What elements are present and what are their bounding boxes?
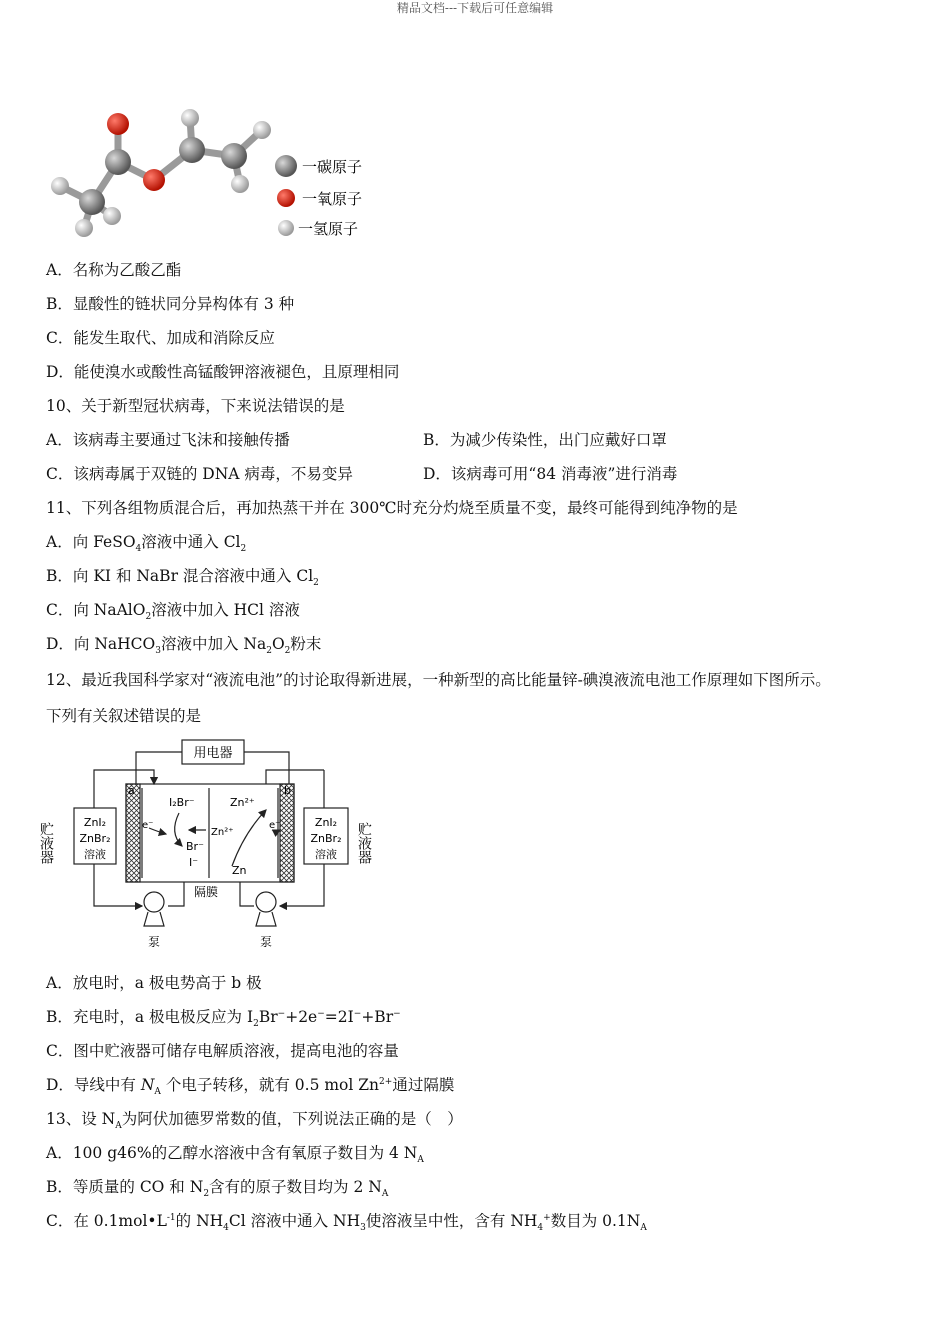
carbon-atom <box>179 137 205 163</box>
q12-option-d: D．导线中有 $N_A$ 个电子转移，就有 0.5 mol $Zn^{2+}$通过隔膜 <box>46 1076 455 1098</box>
pump-left-label: 泵 <box>147 935 161 949</box>
q9-option-c: C．能发生取代、加成和消除反应 <box>46 329 275 347</box>
electrode-b <box>280 784 294 882</box>
carbon-atom <box>105 149 131 175</box>
q11-option-a: A．向 FeSO$_4$溶液中通入 $Cl_2$ <box>46 533 247 555</box>
oxygen-atom <box>143 169 165 191</box>
hydrogen-atom <box>51 177 69 195</box>
zn2-mid-label: Zn²⁺ <box>211 827 234 838</box>
q10-option-a: A．该病毒主要通过飞沫和接触传播 <box>46 431 290 449</box>
electrode-b-label: b <box>284 784 291 797</box>
carbon-atom <box>221 143 247 169</box>
legend-oxygen-label: 一氧原子 <box>302 190 363 208</box>
oxygen-atom <box>107 113 129 135</box>
electron-left-label: e⁻ <box>142 820 154 831</box>
solution-right-2: ZnBr₂ <box>310 832 342 845</box>
solution-right-1: ZnI₂ <box>314 816 338 829</box>
pump-left <box>144 892 164 912</box>
solution-left-3: 溶液 <box>84 848 106 861</box>
q12-option-b: B．充电时，a 极电极反应为 $I_2Br^-+2e^-=2I^-+Br^-$ <box>46 1008 401 1030</box>
q11-option-c: C．向 NaAlO$_2$溶液中加入 HCl 溶液 <box>46 601 300 623</box>
hydrogen-atom <box>231 175 249 193</box>
appliance-label: 用电器 <box>193 746 233 761</box>
zn2-right-label: Zn²⁺ <box>230 796 255 809</box>
q10-option-c: C．该病毒属于双链的 DNA 病毒，不易变异 <box>46 465 353 483</box>
q9-option-a: A．名称为乙酸乙酯 <box>46 261 182 279</box>
q12-option-c: C．图中贮液器可储存电解质溶液，提高电池的容量 <box>46 1042 399 1060</box>
carbon-atom <box>79 189 105 215</box>
cell-body <box>126 784 294 882</box>
hydrogen-atom <box>181 109 199 127</box>
q9-option-d: D．能使溴水或酸性高锰酸钾溶液褪色，且原理相同 <box>46 363 400 381</box>
q10-option-b: B．为减少传染性，出门应戴好口罩 <box>423 431 667 449</box>
hydrogen-atom <box>103 207 121 225</box>
pump-right <box>256 892 276 912</box>
i-label: I⁻ <box>189 856 199 869</box>
q11-stem: 11、下列各组物质混合后，再加热蒸干并在 300℃时充分灼烧至质量不变，最终可能得到纯净物的是 <box>46 499 738 517</box>
reservoir-right-label: 贮液器 <box>356 822 372 864</box>
q10-row1 <box>46 430 906 450</box>
zn-label: Zn <box>232 864 247 877</box>
electrode-a <box>126 784 140 882</box>
electron-right-label: e⁻ <box>269 820 281 831</box>
hydrogen-atom <box>253 121 271 139</box>
membrane-label: 隔膜 <box>194 885 219 899</box>
q13-stem: 13、设 $N_A$为阿伏加德罗常数的值，下列说法正确的是（ ） <box>46 1110 463 1132</box>
legend-hydrogen-label: 一氢原子 <box>298 220 359 238</box>
i2br-label: I₂Br⁻ <box>169 796 195 809</box>
q11-option-b: B．向 KI 和 NaBr 混合溶液中通入 $Cl_2$ <box>46 567 319 589</box>
page-header: 精品文档---下载后可任意编辑 <box>396 1 554 15</box>
molecule-model <box>40 104 370 249</box>
q13-option-c: C．在 $0.1mol•L^{-1}$的 $NH_4Cl$ 溶液中通入 $NH_3$使溶液呈中性，含有 $NH_4^+$数目为 $0.1N_A$ <box>46 1212 647 1234</box>
q10-row2 <box>46 464 906 484</box>
q13-option-a: A．100 g46%的乙醇水溶液中含有氧原子数目为 4 $N_A$ <box>46 1144 424 1166</box>
solution-right-3: 溶液 <box>315 848 337 861</box>
pump-right-label: 泵 <box>259 935 273 949</box>
reservoir-left-label: 贮液器 <box>38 822 54 864</box>
electrode-a-label: a <box>128 784 135 797</box>
q11-option-d: D．向 NaHCO$_3$溶液中加入 $Na_2O_2$粉末 <box>46 635 322 657</box>
solution-left-2: ZnBr₂ <box>79 832 111 845</box>
legend-carbon-icon <box>275 155 297 177</box>
q12-stem-cont: 下列有关叙述错误的是 <box>46 707 202 725</box>
flow-battery-diagram <box>38 738 384 953</box>
br-label: Br⁻ <box>186 840 204 853</box>
q10-stem: 10、关于新型冠状病毒，下来说法错误的是 <box>46 397 345 415</box>
hydrogen-atom <box>75 219 93 237</box>
legend-hydrogen-icon <box>278 220 294 236</box>
q10-option-d: D．该病毒可用“84 消毒液”进行消毒 <box>423 465 678 483</box>
q12-stem: 12、最近我国科学家对“液流电池”的讨论取得新进展，一种新型的高比能量锌-碘溴液流电池工作原理如下图所示。 <box>46 671 831 689</box>
q9-option-b: B．显酸性的链状同分异构体有 3 种 <box>46 295 295 313</box>
q12-option-a: A．放电时，a 极电势高于 b 极 <box>46 974 262 992</box>
legend-carbon-label: 一碳原子 <box>302 158 363 176</box>
legend-oxygen-icon <box>277 189 295 207</box>
q13-option-b: B．等质量的 CO 和 $N_2$含有的原子数目均为 2 $N_A$ <box>46 1178 389 1200</box>
solution-left-1: ZnI₂ <box>83 816 107 829</box>
